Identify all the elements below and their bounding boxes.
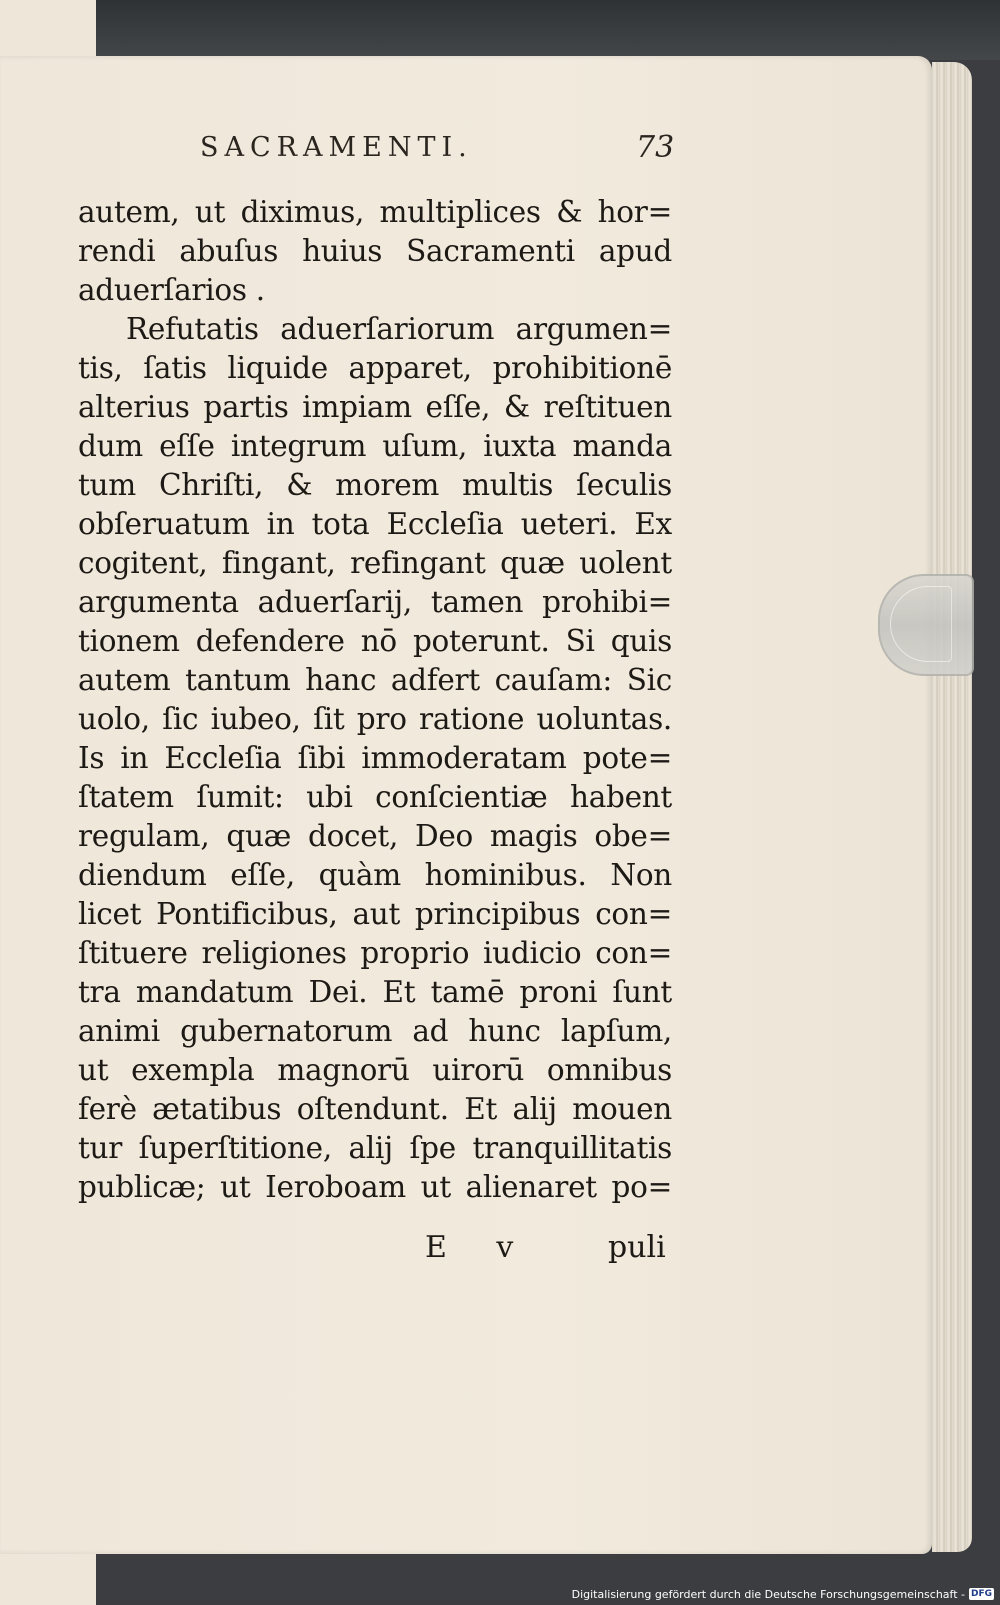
credit-text: Digitalisierung gefördert durch die Deutsche Forschungsgemeinschaft -: [571, 1587, 965, 1601]
text-line: Refutatis aduerſariorum argumen=: [126, 312, 672, 346]
scan-background-top: [0, 0, 1000, 60]
signature-mark: E v: [425, 1230, 534, 1265]
text-line: animi gubernatorum ad hunc lapſum,: [78, 1014, 672, 1048]
text-line: alterius partis impiam eſſe, & reſtituen: [78, 390, 672, 424]
catchword: puli: [608, 1230, 666, 1265]
digitization-credit: [572, 1585, 994, 1603]
page-clip: [878, 574, 974, 676]
text-line: argumenta aduerſarij, tamen prohibi=: [78, 585, 672, 619]
text-line: publicæ; ut Ieroboam ut alienaret po=: [78, 1170, 672, 1204]
text-line: tum Chriſti, & morem multis ſeculis: [78, 468, 672, 502]
text-line: rendi abuſus huius Sacramenti apud: [78, 234, 672, 268]
text-line: regulam, quæ docet, Deo magis obe=: [78, 819, 672, 853]
text-line: aduerſarios .: [78, 273, 265, 307]
text-line: tionem defendere nō poterunt. Si quis: [78, 624, 672, 658]
text-line: ut exempla magnorū uirorū omnibus: [78, 1053, 672, 1087]
text-line: licet Pontificibus, aut principibus con=: [78, 897, 672, 931]
text-line: tra mandatum Dei. Et tamē proni ſunt: [78, 975, 672, 1009]
body-text: [78, 193, 672, 1207]
text-line: ſtatem ſumit: ubi conſcientiæ habent: [78, 780, 672, 814]
text-line: cogitent, fingant, refingant quæ uolent: [78, 546, 672, 580]
text-line: ferè ætatibus oſtendunt. Et alij mouen: [78, 1092, 672, 1126]
text-line: Is in Eccleſia ſibi immoderatam pote=: [78, 741, 672, 775]
page-edges: [932, 62, 972, 1552]
text-line: autem tantum hanc adfert cauſam: Sic: [78, 663, 672, 697]
page-number: 73: [636, 130, 675, 165]
text-line: dum eſſe integrum uſum, iuxta manda: [78, 429, 672, 463]
text-line: obſeruatum in tota Eccleſia ueteri. Ex: [78, 507, 672, 541]
text-line: tis, ſatis liquide apparet, prohibitionē: [78, 351, 672, 385]
text-line: tur ſuperſtitione, alij ſpe tranquillitatis: [78, 1131, 672, 1165]
text-line: uolo, ſic iubeo, ſit pro ratione uoluntas.: [78, 702, 672, 736]
running-head: SACRAMENTI.: [200, 132, 473, 163]
text-line: autem, ut diximus, multiplices & hor=: [78, 195, 672, 229]
dfg-logo: DFG: [970, 1589, 992, 1599]
text-line: ſtituere religiones proprio iudicio con=: [78, 936, 672, 970]
text-line: diendum eſſe, quàm hominibus. Non: [78, 858, 672, 892]
